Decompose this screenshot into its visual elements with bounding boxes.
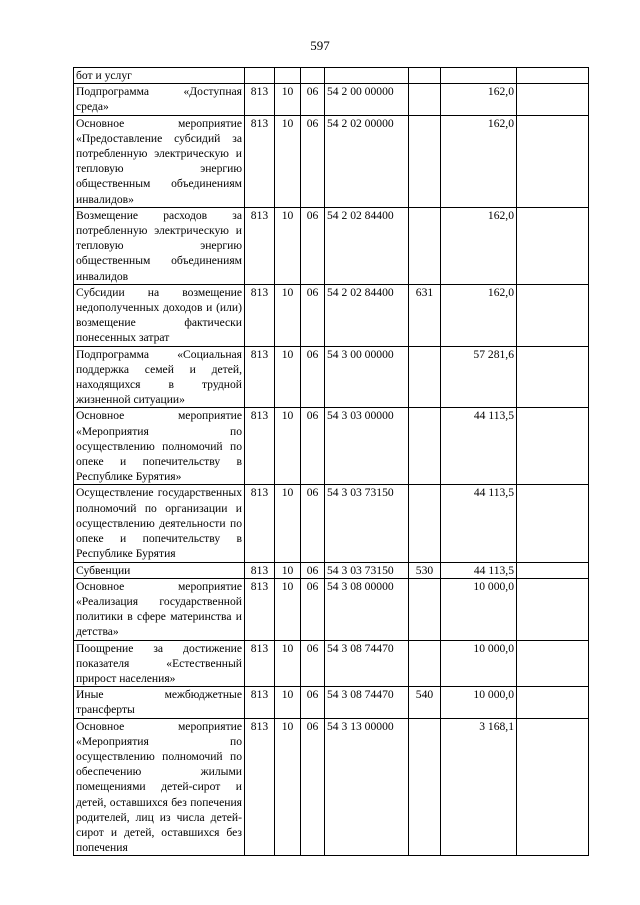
cell-grbs: 813 (245, 115, 275, 207)
cell-grbs: 813 (245, 562, 275, 578)
cell-name: Основное мероприятие «Мероприятия по осуществлению полномочий по обеспечению жилыми помещениями детей-сирот и детей, оставшихся без попечения родителей, лиц из числа детей-сирот и детей, оставшихся без попечения (74, 718, 245, 856)
cell-target-article: 54 3 13 00000 (325, 718, 409, 856)
cell-name: Возмещение расходов за потребленную электрическую и тепловую энергию общественным объединениям инвалидов (74, 207, 245, 284)
cell-name: Осуществление государственных полномочий по организации и осуществлению деятельности по опеке и попечительству в Республике Бурятия (74, 485, 245, 562)
cell-extra (517, 578, 589, 640)
cell-section (275, 68, 301, 84)
cell-name: бот и услуг (74, 68, 245, 84)
cell-subsection: 06 (301, 562, 325, 578)
cell-amount: 10 000,0 (441, 640, 517, 687)
cell-target-article: 54 3 08 74470 (325, 687, 409, 718)
cell-expense-type (409, 346, 441, 408)
table-row (74, 408, 589, 485)
cell-section: 10 (275, 687, 301, 718)
cell-expense-type: 540 (409, 687, 441, 718)
cell-amount: 10 000,0 (441, 687, 517, 718)
cell-target-article (325, 68, 409, 84)
cell-extra (517, 408, 589, 485)
cell-target-article: 54 2 00 00000 (325, 84, 409, 115)
budget-table (73, 67, 589, 856)
cell-target-article: 54 2 02 84400 (325, 284, 409, 346)
cell-target-article: 54 3 00 00000 (325, 346, 409, 408)
cell-subsection: 06 (301, 408, 325, 485)
cell-extra (517, 640, 589, 687)
cell-name: Субвенции (74, 562, 245, 578)
cell-subsection: 06 (301, 718, 325, 856)
cell-expense-type (409, 408, 441, 485)
cell-name: Поощрение за достижение показателя «Естественный прирост населения» (74, 640, 245, 687)
cell-target-article: 54 3 08 74470 (325, 640, 409, 687)
cell-grbs: 813 (245, 84, 275, 115)
cell-name: Подпрограмма «Социальная поддержка семей и детей, находящихся в трудной жизненной ситуации» (74, 346, 245, 408)
cell-name: Субсидии на возмещение недополученных доходов и (или) возмещение фактически понесенных затрат (74, 284, 245, 346)
cell-extra (517, 687, 589, 718)
cell-target-article: 54 3 03 00000 (325, 408, 409, 485)
cell-expense-type (409, 84, 441, 115)
cell-section: 10 (275, 207, 301, 284)
cell-amount: 162,0 (441, 115, 517, 207)
cell-target-article: 54 3 03 73150 (325, 485, 409, 562)
cell-target-article: 54 3 03 73150 (325, 562, 409, 578)
cell-target-article: 54 2 02 84400 (325, 207, 409, 284)
cell-section: 10 (275, 562, 301, 578)
cell-expense-type (409, 207, 441, 284)
cell-expense-type (409, 640, 441, 687)
cell-grbs: 813 (245, 578, 275, 640)
cell-amount: 44 113,5 (441, 408, 517, 485)
cell-grbs: 813 (245, 687, 275, 718)
cell-extra (517, 718, 589, 856)
cell-section: 10 (275, 408, 301, 485)
cell-amount: 162,0 (441, 207, 517, 284)
table-body (74, 68, 589, 856)
cell-name: Основное мероприятие «Реализация государственной политики в сфере материнства и детства» (74, 578, 245, 640)
cell-grbs: 813 (245, 485, 275, 562)
cell-subsection: 06 (301, 687, 325, 718)
cell-section: 10 (275, 718, 301, 856)
cell-extra (517, 562, 589, 578)
cell-expense-type (409, 68, 441, 84)
cell-amount (441, 68, 517, 84)
cell-subsection: 06 (301, 640, 325, 687)
table-row (74, 68, 589, 84)
cell-subsection: 06 (301, 578, 325, 640)
cell-expense-type (409, 115, 441, 207)
cell-section: 10 (275, 284, 301, 346)
cell-name: Основное мероприятие «Мероприятия по осуществлению полномочий по опеке и попечительству в Республике Бурятия» (74, 408, 245, 485)
table-row (74, 115, 589, 207)
cell-target-article: 54 2 02 00000 (325, 115, 409, 207)
cell-extra (517, 68, 589, 84)
cell-grbs: 813 (245, 718, 275, 856)
cell-section: 10 (275, 578, 301, 640)
cell-amount: 162,0 (441, 284, 517, 346)
cell-amount: 10 000,0 (441, 578, 517, 640)
cell-grbs: 813 (245, 640, 275, 687)
cell-section: 10 (275, 84, 301, 115)
cell-subsection: 06 (301, 346, 325, 408)
table-row (74, 640, 589, 687)
cell-expense-type: 631 (409, 284, 441, 346)
cell-grbs (245, 68, 275, 84)
cell-subsection: 06 (301, 485, 325, 562)
cell-amount: 3 168,1 (441, 718, 517, 856)
cell-section: 10 (275, 115, 301, 207)
cell-extra (517, 346, 589, 408)
cell-extra (517, 115, 589, 207)
cell-expense-type (409, 578, 441, 640)
table-row (74, 718, 589, 856)
cell-grbs: 813 (245, 408, 275, 485)
cell-subsection: 06 (301, 84, 325, 115)
table-row (74, 578, 589, 640)
cell-section: 10 (275, 640, 301, 687)
cell-grbs: 813 (245, 284, 275, 346)
table-row (74, 84, 589, 115)
cell-amount: 162,0 (441, 84, 517, 115)
cell-section: 10 (275, 346, 301, 408)
cell-extra (517, 207, 589, 284)
cell-target-article: 54 3 08 00000 (325, 578, 409, 640)
cell-name: Иные межбюджетные трансферты (74, 687, 245, 718)
table-row (74, 284, 589, 346)
cell-subsection: 06 (301, 207, 325, 284)
table-row (74, 485, 589, 562)
cell-extra (517, 284, 589, 346)
cell-expense-type (409, 485, 441, 562)
cell-amount: 44 113,5 (441, 562, 517, 578)
table-row (74, 207, 589, 284)
cell-expense-type (409, 718, 441, 856)
cell-subsection (301, 68, 325, 84)
cell-name: Подпрограмма «Доступная среда» (74, 84, 245, 115)
table-row (74, 687, 589, 718)
table-row (74, 346, 589, 408)
cell-amount: 57 281,6 (441, 346, 517, 408)
cell-subsection: 06 (301, 284, 325, 346)
cell-expense-type: 530 (409, 562, 441, 578)
cell-extra (517, 485, 589, 562)
cell-amount: 44 113,5 (441, 485, 517, 562)
cell-subsection: 06 (301, 115, 325, 207)
cell-grbs: 813 (245, 207, 275, 284)
cell-extra (517, 84, 589, 115)
cell-name: Основное мероприятие «Предоставление субсидий за потребленную электрическую и тепловую энергию общественным объединениям инвалидов» (74, 115, 245, 207)
table-row (74, 562, 589, 578)
cell-section: 10 (275, 485, 301, 562)
cell-grbs: 813 (245, 346, 275, 408)
page-number: 597 (310, 38, 330, 53)
